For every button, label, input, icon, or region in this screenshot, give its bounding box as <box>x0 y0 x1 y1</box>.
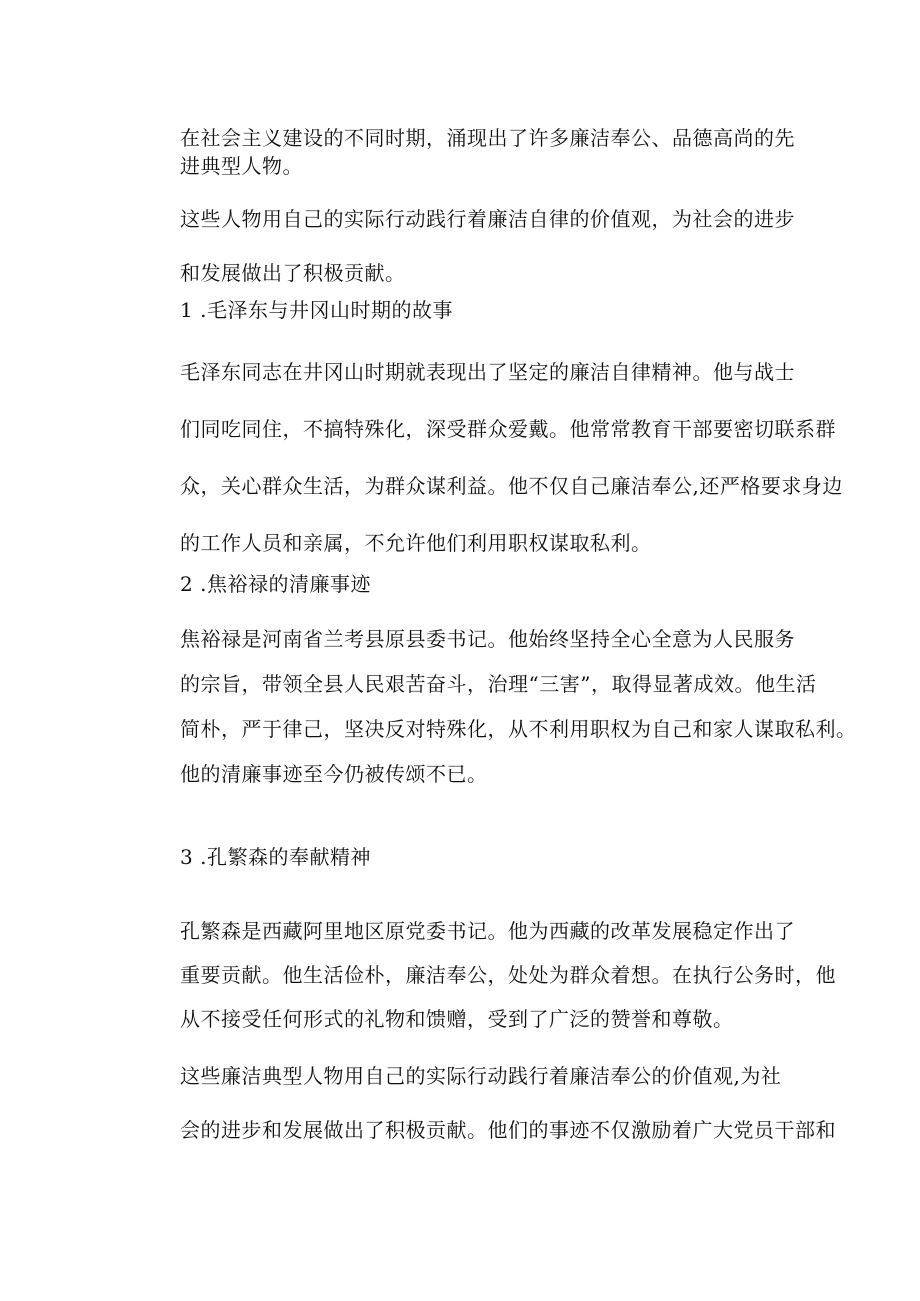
text-line: 焦裕禄是河南省兰考县原县委书记。他始终坚持全心全意为人民服务 <box>180 627 795 651</box>
text-line: 这些人物用自己的实际行动践行着廉洁自律的价值观，为社会的进步 <box>180 207 795 231</box>
intro-paragraph <box>140 124 795 180</box>
jiao-yulu-paragraph <box>140 617 857 797</box>
text-line: 众，关心群众生活，为群众谋利益。他不仅自己廉洁奉公,还严格要求身边 <box>180 474 843 498</box>
mao-story-paragraph <box>140 344 843 572</box>
text-line: 毛泽东同志在井冈山时期就表现出了坚定的廉洁自律精神。他与战士 <box>180 360 795 384</box>
text-line: 这些廉洁典型人物用自己的实际行动践行着廉洁奉公的价值观,为社 <box>180 1064 782 1088</box>
text-line: 进典型人物。 <box>180 154 303 178</box>
text-line: 们同吃同住，不搞特殊化，深受群众爱戴。他常常教育干部要密切联系群 <box>180 417 836 441</box>
section-heading-3: 3 .孔繁森的奉献精神 <box>180 845 371 869</box>
conclusion-paragraph <box>140 1049 836 1157</box>
intro-paragraph-2 <box>140 192 795 300</box>
section-heading-1: 1 .毛泽东与井冈山时期的故事 <box>180 298 453 322</box>
text-line: 孔繁森是西藏阿里地区原党委书记。他为西藏的改革发展稳定作出了 <box>180 919 795 943</box>
text-line: 他的清廉事迹至今仍被传颂不已。 <box>180 762 488 786</box>
text-line: 重要贡献。他生活俭朴，廉洁奉公，处处为群众着想。在执行公务时，他 <box>180 963 836 987</box>
text-line: 简朴，严于律己，坚决反对特殊化，从不利用职权为自己和家人谋取私利。 <box>180 717 857 741</box>
text-line: 的工作人员和亲属，不允许他们利用职权谋取私利。 <box>180 531 652 555</box>
section-heading-2: 2 .焦裕禄的清廉事迹 <box>180 572 371 596</box>
text-line: 从不接受任何形式的礼物和馈赠，受到了广泛的赞誉和尊敬。 <box>180 1007 734 1031</box>
text-line: 会的进步和发展做出了积极贡献。他们的事迹不仅激励着广大党员干部和 <box>180 1118 836 1142</box>
text-line: 在社会主义建设的不同时期，涌现出了许多廉洁奉公、品德高尚的先 <box>180 126 795 150</box>
text-line: 的宗旨，带领全县人民艰苦奋斗，治理“三害”，取得显著成效。他生活 <box>180 672 817 696</box>
text-line: 和发展做出了积极贡献。 <box>180 261 406 285</box>
kong-fansen-paragraph <box>140 909 836 1041</box>
